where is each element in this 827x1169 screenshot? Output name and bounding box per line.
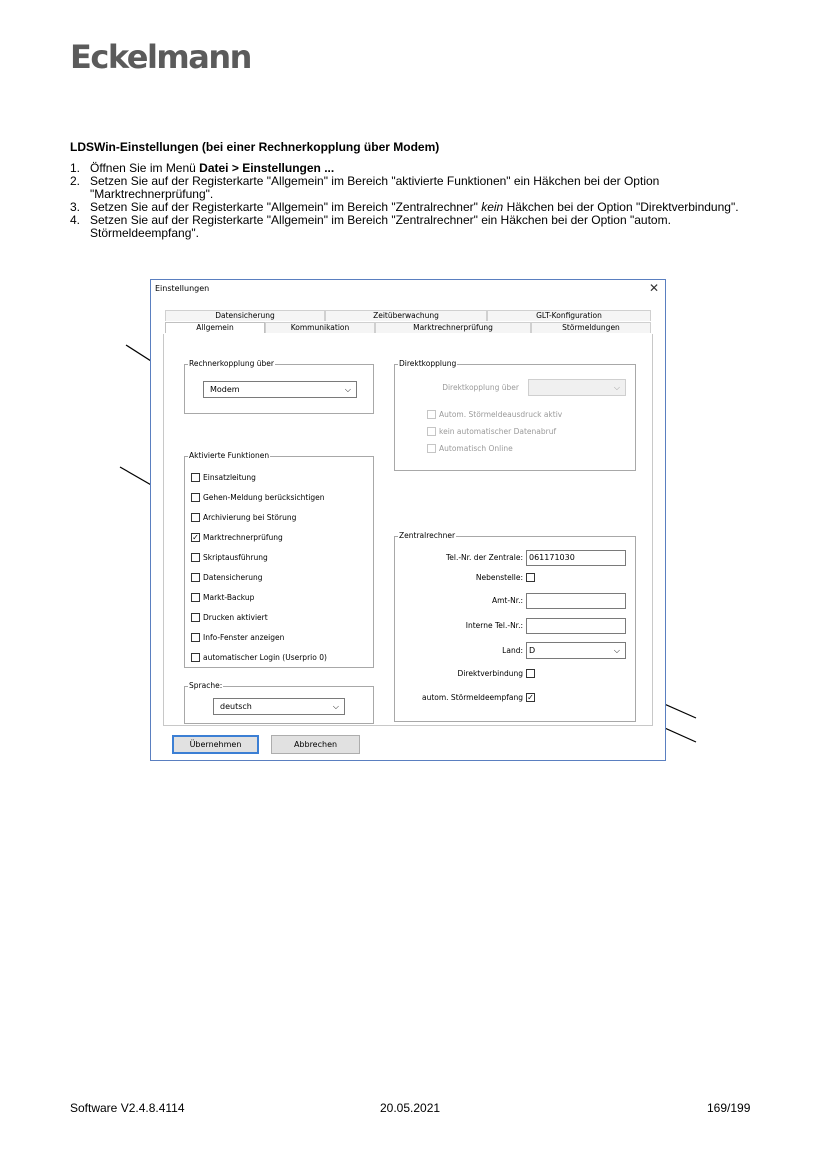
checkbox-funktion[interactable]: [191, 573, 263, 582]
step-number: 3.: [70, 200, 81, 214]
footer-page-number: 169/199: [707, 1101, 751, 1115]
step-number: 1.: [70, 161, 81, 175]
settings-dialog: [150, 279, 666, 761]
checkbox-box: [191, 653, 200, 662]
checkbox-nebenstelle[interactable]: [526, 573, 538, 582]
checkbox-box: [427, 427, 436, 436]
chevron-down-icon: ⌵: [613, 646, 620, 655]
select-value: deutsch: [220, 702, 252, 711]
tab-zeitueberwachung[interactable]: Zeitüberwachung: [325, 310, 487, 321]
checkbox-label: Automatisch Online: [439, 444, 513, 453]
checkbox-box: [191, 593, 200, 602]
group-legend: Rechnerkopplung über: [189, 359, 274, 368]
step-menu-path: Datei > Einstellungen ...: [199, 161, 335, 175]
cancel-button[interactable]: Abbrechen: [271, 735, 360, 754]
step-text-end: Häkchen bei der Option "Direktverbindung".: [503, 200, 739, 214]
checkbox-label: kein automatischer Datenabruf: [439, 427, 557, 436]
land-label: Land:: [502, 646, 523, 655]
land-select[interactable]: [526, 642, 626, 659]
checkbox-funktion[interactable]: [191, 513, 296, 522]
tab-row-1: [165, 310, 651, 321]
select-value: D: [529, 646, 536, 655]
select-value: Modem: [210, 385, 240, 394]
step-text: Setzen Sie auf der Registerkarte "Allgemein" im Bereich "aktivierte Funktionen" ein Häkchen bei der Option "Marktrechnerprüfung".: [90, 174, 660, 201]
checkbox-label: automatischer Login (Userprio 0): [203, 653, 327, 662]
tab-kommunikation[interactable]: Kommunikation: [265, 322, 375, 333]
checkbox-funktion[interactable]: [191, 653, 327, 662]
chevron-down-icon: ⌵: [332, 702, 339, 711]
step-text: Setzen Sie auf der Registerkarte "Allgemein" im Bereich "Zentralrechner" ein Häkchen bei der Option "autom. Störmeldeempfang".: [90, 213, 671, 240]
checkbox-label: Info-Fenster anzeigen: [203, 633, 285, 642]
step-number: 4.: [70, 213, 81, 227]
checkbox-box: [191, 613, 200, 622]
checkbox-label: Einsatzleitung: [203, 473, 256, 482]
checkbox-label: Autom. Störmeldeausdruck aktiv: [439, 410, 563, 419]
apply-button[interactable]: Übernehmen: [172, 735, 259, 754]
checkbox-box: [191, 573, 200, 582]
tel-label: Tel.-Nr. der Zentrale:: [445, 553, 523, 562]
close-icon[interactable]: ✕: [648, 281, 659, 295]
checkbox-box: [191, 493, 200, 502]
dialog-title: Einstellungen: [155, 284, 210, 293]
group-legend: Zentralrechner: [399, 531, 456, 540]
checkbox-direktverbindung[interactable]: [526, 669, 538, 678]
checkbox-box: [526, 573, 535, 582]
tab-glt-konfiguration[interactable]: GLT-Konfiguration: [487, 310, 651, 321]
tab-stoermeldungen[interactable]: Störmeldungen: [531, 322, 651, 333]
checkbox-funktion[interactable]: [191, 553, 268, 562]
checkbox-box: [191, 513, 200, 522]
checkbox-automatisch-online[interactable]: [427, 444, 513, 453]
checkbox-box: [191, 473, 200, 482]
step-text: Setzen Sie auf der Registerkarte "Allgemein" im Bereich "Zentralrechner": [90, 200, 482, 214]
checkbox-funktion[interactable]: [191, 633, 284, 642]
chevron-down-icon: ⌵: [613, 383, 620, 392]
tab-row-2: [165, 322, 651, 333]
checkbox-label: Datensicherung: [203, 573, 263, 582]
tab-datensicherung[interactable]: Datensicherung: [165, 310, 325, 321]
checkbox-funktion[interactable]: [191, 473, 256, 482]
checkbox-funktion[interactable]: [191, 593, 254, 602]
chevron-down-icon: ⌵: [344, 385, 351, 394]
direktverbindung-label: Direktverbindung: [457, 669, 523, 678]
group-aktivierte-funktionen: [184, 451, 374, 668]
checkbox-stoermeldeempfang[interactable]: [526, 693, 538, 702]
tab-panel-allgemein: [163, 334, 653, 726]
amt-input[interactable]: [526, 593, 626, 609]
checkbox-kein-datenabruf[interactable]: [427, 427, 556, 436]
group-sprache: [184, 681, 374, 724]
nebenstelle-label: Nebenstelle:: [475, 573, 523, 582]
step-text: Öffnen Sie im Menü: [90, 161, 200, 175]
checkbox-box: [191, 553, 200, 562]
step-number: 2.: [70, 174, 81, 188]
checkbox-funktion[interactable]: [191, 613, 268, 622]
checkbox-funktion[interactable]: [191, 493, 325, 502]
footer-date: 20.05.2021: [380, 1101, 441, 1115]
check-icon: ✓: [192, 533, 199, 542]
group-legend: Direktkopplung: [399, 359, 457, 368]
tab-allgemein[interactable]: Allgemein: [165, 322, 265, 333]
checkbox-box: [191, 633, 200, 642]
footer-software-version: Software V2.4.8.4114: [70, 1101, 185, 1115]
group-zentralrechner: [394, 531, 636, 722]
tel-input[interactable]: 061171030: [526, 550, 626, 566]
checkbox-autom-stoermeldeausdruck[interactable]: [427, 410, 562, 419]
section-heading: LDSWin-Einstellungen (bei einer Rechnerkopplung über Modem): [70, 140, 440, 154]
interne-label: Interne Tel.-Nr.:: [465, 621, 523, 630]
checkbox-label: Archivierung bei Störung: [203, 513, 297, 522]
checkbox-label: Skriptausführung: [203, 553, 268, 562]
checkbox-label: Drucken aktiviert: [203, 613, 268, 622]
rechnerkopplung-select[interactable]: [203, 381, 357, 398]
group-legend: Aktivierte Funktionen: [189, 451, 270, 460]
direktkopplung-label: Direktkopplung über: [442, 383, 519, 392]
checkbox-box: [427, 410, 436, 419]
stoermeldeempfang-label: autom. Störmeldeempfang: [421, 693, 523, 702]
check-icon: ✓: [527, 693, 534, 702]
group-rechnerkopplung: [184, 359, 374, 414]
checkbox-box: [526, 669, 535, 678]
group-direktkopplung: [394, 359, 636, 471]
checkbox-label: Markt-Backup: [203, 593, 255, 602]
direktkopplung-select[interactable]: [528, 379, 626, 396]
interne-input[interactable]: [526, 618, 626, 634]
step-emphasis: kein: [481, 200, 504, 214]
group-legend: Sprache:: [189, 681, 223, 690]
eckelmann-logo: Eckelmann: [70, 38, 251, 76]
checkbox-label: Gehen-Meldung berücksichtigen: [203, 493, 325, 502]
sprache-select[interactable]: [213, 698, 345, 715]
amt-label: Amt-Nr.:: [492, 596, 523, 605]
checkbox-box: [427, 444, 436, 453]
checkbox-label: Marktrechnerprüfung: [203, 533, 283, 542]
tab-marktrechnerpruefung[interactable]: Marktrechnerprüfung: [375, 322, 531, 333]
checkbox-funktion[interactable]: [191, 533, 283, 542]
